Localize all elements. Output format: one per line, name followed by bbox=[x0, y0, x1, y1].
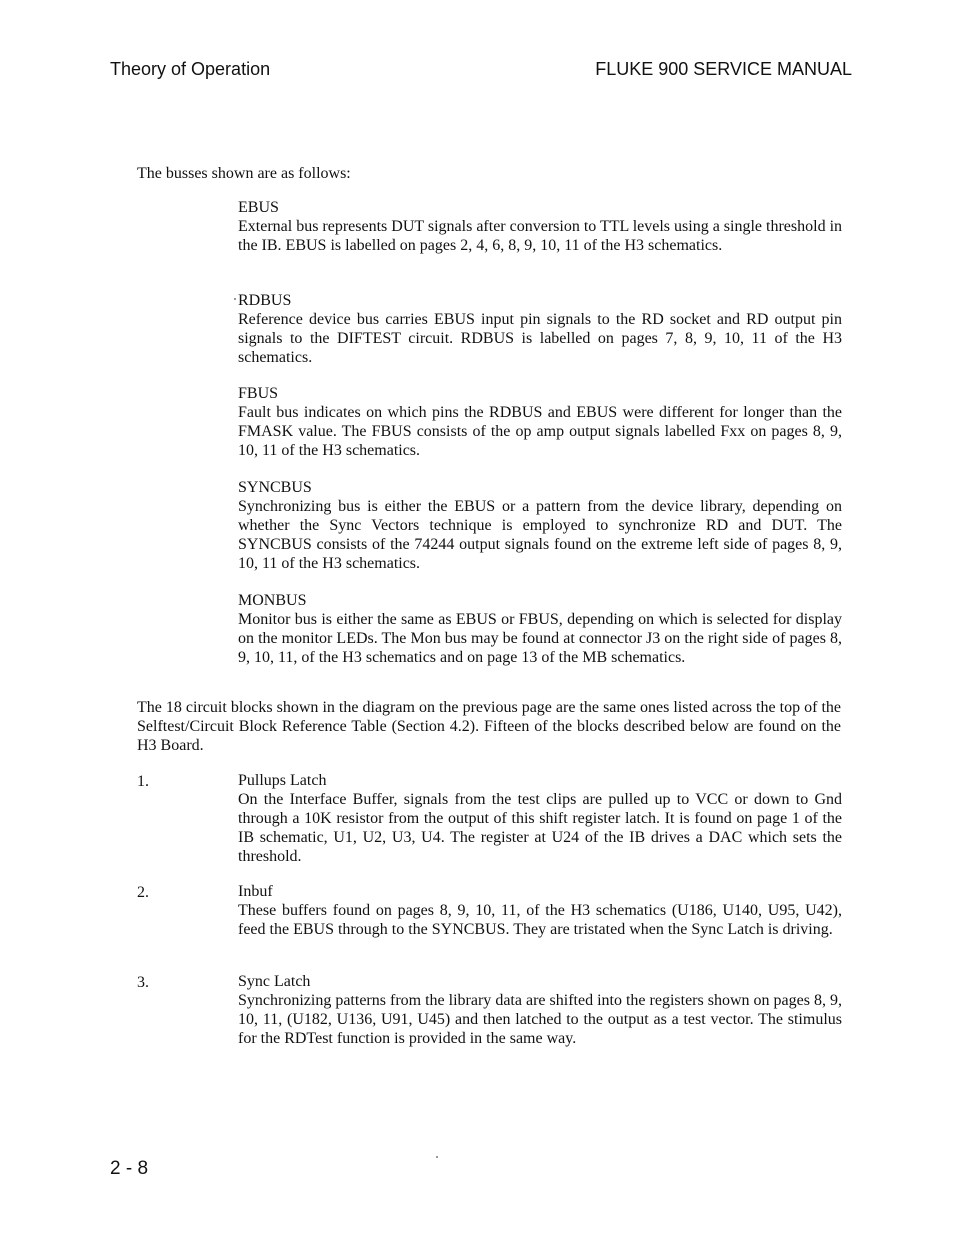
bus-description: External bus represents DUT signals after conversion to TTL levels using a single threshold in the IB. EBUS is labelled on pages 2, 4, 6, 8, 9, 10, 11 of the H3 schematics. bbox=[238, 218, 843, 254]
bus-description: Synchronizing bus is either the EBUS or a pattern from the device library, depending on whether the Sync Vectors technique is employed to synchronize RD and DUT. The SYNCBUS consists of the 74244 output signals found on the extreme left side of pages 8, 9, 10, 11 of the H3 schematics. bbox=[238, 498, 842, 572]
bus-name: FBUS bbox=[238, 385, 279, 402]
bus-entry-fbus bbox=[238, 384, 842, 460]
item-description: These buffers found on pages 8, 9, 10, 11, of the H3 schematics (U186, U140, U95, U42), feed the EBUS through to the SYNCBUS. They are tristated when the Sync Latch is driving. bbox=[238, 902, 842, 938]
bus-name: RDBUS bbox=[238, 292, 292, 309]
item-title: Pullups Latch bbox=[238, 772, 327, 789]
scan-speck bbox=[436, 1156, 438, 1158]
circuit-block-item bbox=[238, 771, 842, 866]
bus-entry-syncbus bbox=[238, 478, 842, 573]
item-number: 3. bbox=[137, 974, 149, 991]
item-number: 1. bbox=[137, 773, 149, 790]
item-title: Inbuf bbox=[238, 883, 273, 900]
bus-name: EBUS bbox=[238, 199, 279, 216]
scan-speck bbox=[234, 298, 236, 300]
item-description: On the Interface Buffer, signals from the test clips are pulled up to VCC or down to Gnd through a 10K resistor from the output of this shift register latch. It is found on page 1 of the IB schematic, U1, U2, U3, U4. The register at U24 of the IB drives a DAC which sets the threshold. bbox=[238, 791, 842, 865]
manual-title: FLUKE 900 SERVICE MANUAL bbox=[595, 59, 852, 79]
bus-name: MONBUS bbox=[238, 592, 307, 609]
circuit-block-item bbox=[238, 972, 842, 1048]
item-title: Sync Latch bbox=[238, 973, 311, 990]
bus-entry-ebus bbox=[238, 198, 842, 255]
bus-name: SYNCBUS bbox=[238, 479, 312, 496]
circuit-block-item bbox=[238, 882, 842, 939]
intro-text: The busses shown are as follows: bbox=[137, 165, 351, 182]
bus-entry-rdbus bbox=[238, 291, 842, 367]
page-number: 2 - 8 bbox=[110, 1158, 149, 1179]
section-title: Theory of Operation bbox=[110, 59, 271, 79]
bus-description: Fault bus indicates on which pins the RDBUS and EBUS were different for longer than the FMASK value. The FBUS consists of the op amp output signals labelled Fxx on pages 8, 9, 10, 11 of the H3 schematics. bbox=[238, 404, 842, 459]
bus-description: Monitor bus is either the same as EBUS or FBUS, depending on which is selected for display on the monitor LEDs. The Mon bus may be found at connector J3 on the right side of pages 8, 9, 10, 11, of the H3 schematics and on page 13 of the MB schematics. bbox=[238, 611, 842, 666]
blocks-paragraph: The 18 circuit blocks shown in the diagram on the previous page are the same ones listed across the top of the Selftest/Circuit Block Reference Table (Section 4.2). Fifteen of the blocks described below are found on the H3 Board. bbox=[137, 699, 841, 754]
bus-description: Reference device bus carries EBUS input pin signals to the RD socket and RD output pin signals to the DIFTEST circuit. RDBUS is labelled on pages 7, 8, 9, 10, 11 of the H3 schematics. bbox=[238, 311, 842, 366]
bus-entry-monbus bbox=[238, 591, 842, 667]
item-number: 2. bbox=[137, 884, 149, 901]
item-description: Synchronizing patterns from the library data are shifted into the registers shown on pages 8, 9, 10, 11, (U182, U136, U91, U45) and then latched to the output as a test vector. The stimulus for the RDTest function is provided in the same way. bbox=[238, 992, 842, 1047]
